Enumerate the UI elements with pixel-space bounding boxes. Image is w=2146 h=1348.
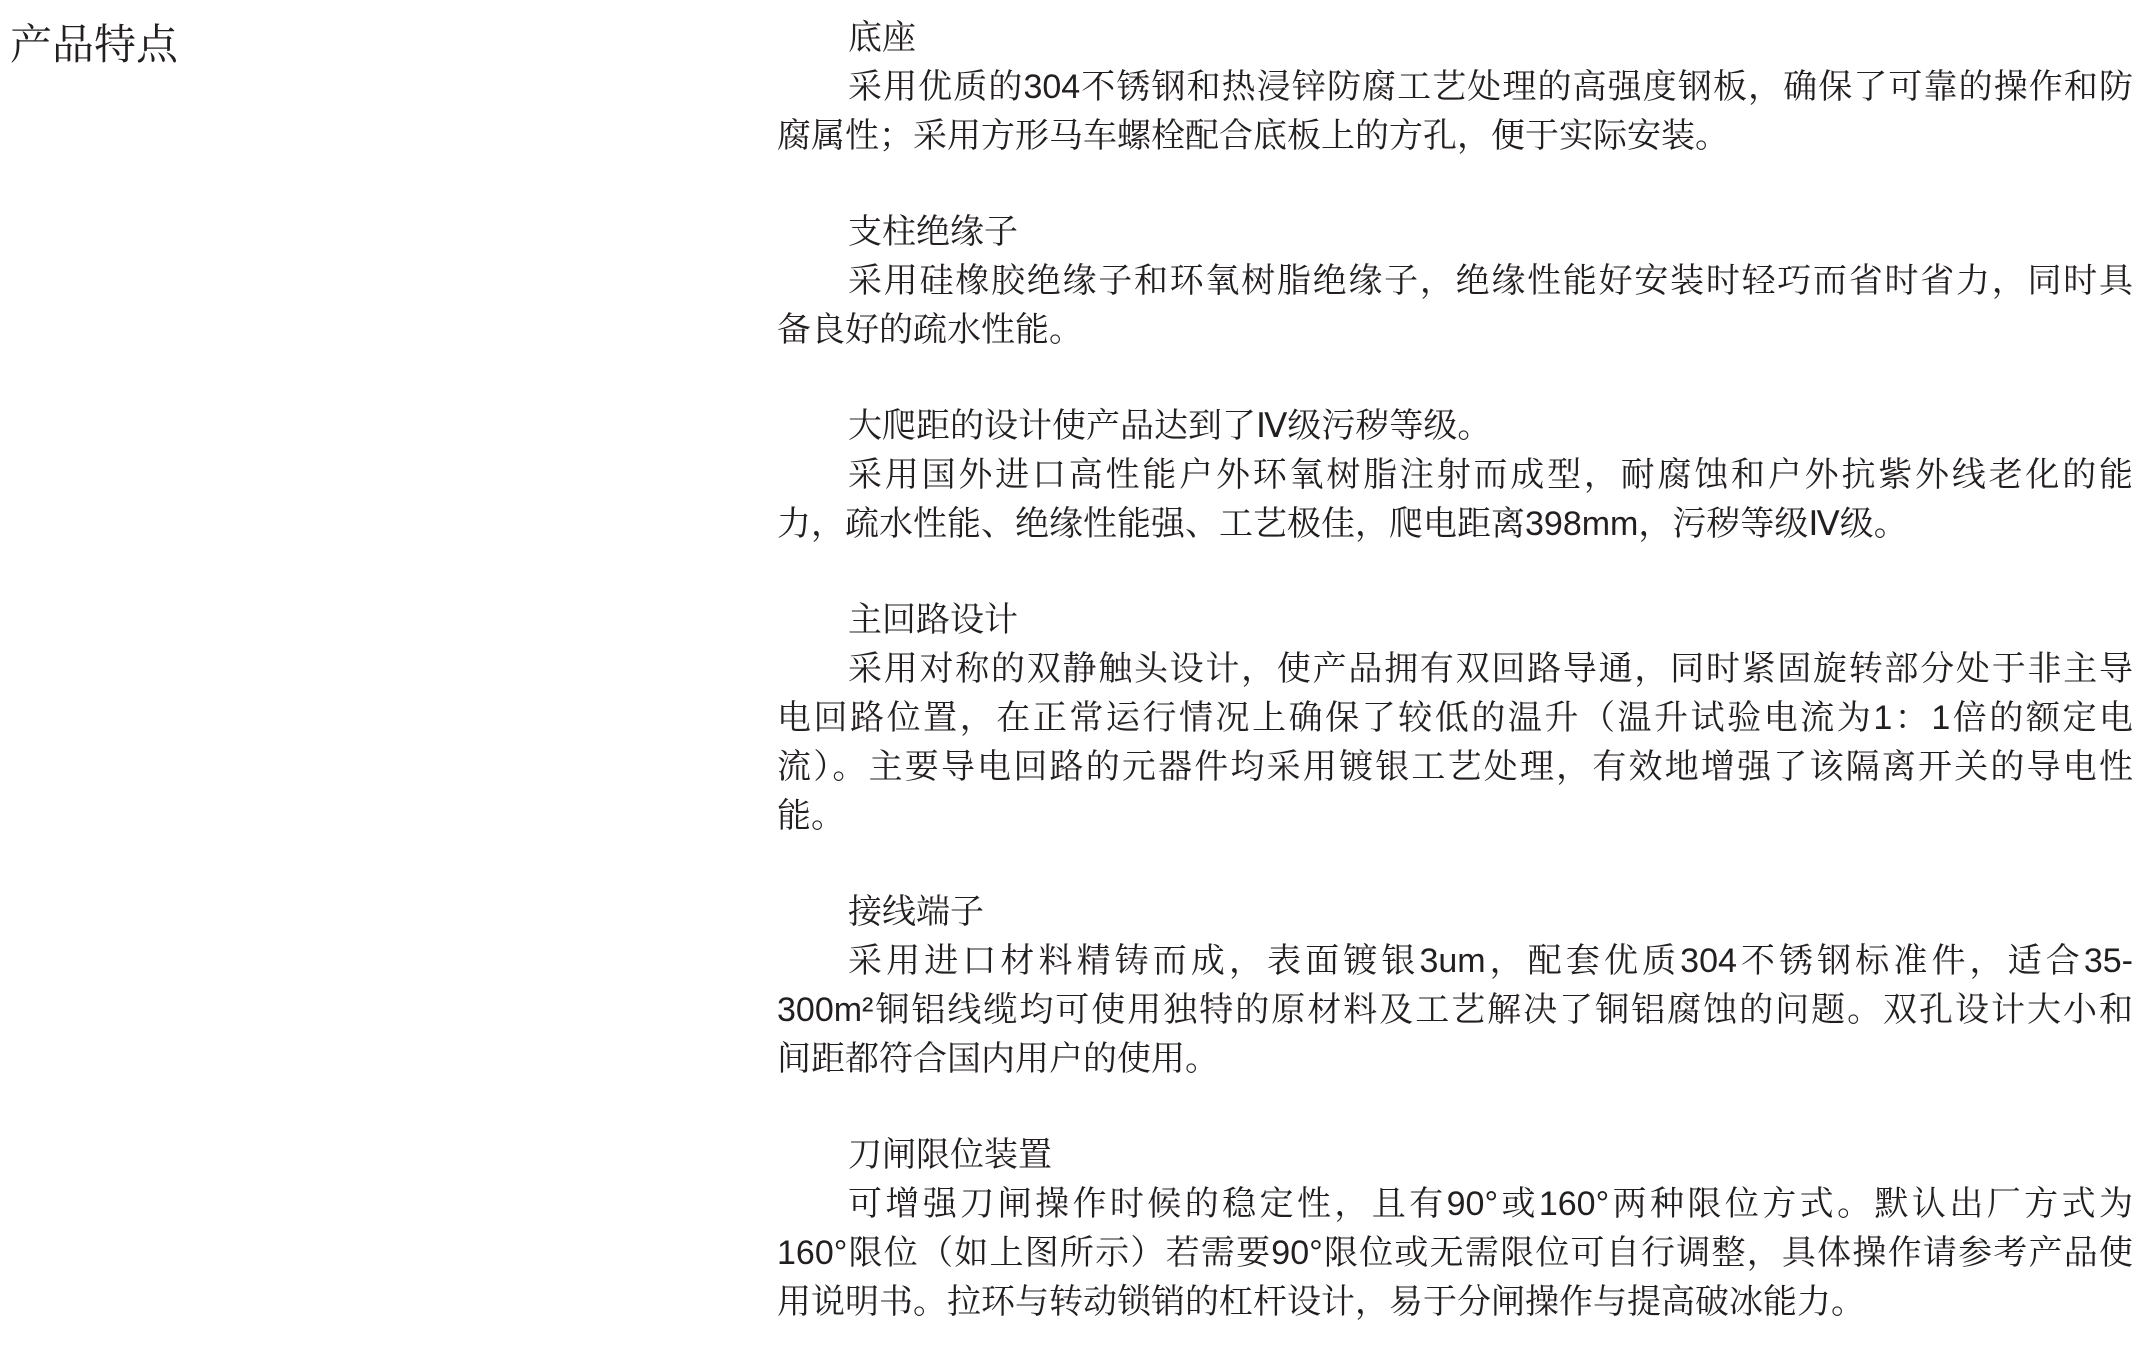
feature-section-insulator xyxy=(777,208,2133,355)
paragraph-line: 采用国外进口高性能户外环氧树脂注射而成型，耐腐蚀和户外抗紫外线老化的能 xyxy=(848,456,2133,494)
paragraph-line: 间距都符合国内用户的使用。 xyxy=(777,1040,1219,1078)
paragraph-line: 采用优质的304不锈钢和热浸锌防腐工艺处理的高强度钢板，确保了可靠的操作和防 xyxy=(848,68,2133,106)
paragraph-line: 电回路位置，在正常运行情况上确保了较低的温升（温升试验电流为1：1倍的额定电 xyxy=(777,699,2133,737)
section-title: 大爬距的设计使产品达到了Ⅳ级污秽等级。 xyxy=(848,407,1492,445)
paragraph-line: 300m²铜铝线缆均可使用独特的原材料及工艺解决了铜铝腐蚀的问题。双孔设计大小和 xyxy=(777,991,2133,1029)
feature-section-creepage xyxy=(777,402,2133,549)
paragraph-line: 采用对称的双静触头设计，使产品拥有双回路导通，同时紧固旋转部分处于非主导 xyxy=(848,650,2133,688)
paragraph-line: 采用进口材料精铸而成，表面镀银3um，配套优质304不锈钢标准件，适合35- xyxy=(848,942,2133,980)
features-column xyxy=(777,14,2133,1327)
paragraph-line: 可增强刀闸操作时候的稳定性，且有90°或160°两种限位方式。默认出厂方式为 xyxy=(848,1185,2133,1223)
section-title: 主回路设计 xyxy=(848,601,1018,639)
paragraph-line: 用说明书。拉环与转动锁销的杠杆设计，易于分闸操作与提高破冰能力。 xyxy=(777,1283,1865,1321)
paragraph-line: 160°限位（如上图所示）若需要90°限位或无需限位可自行调整，具体操作请参考产品使 xyxy=(777,1234,2133,1272)
paragraph-line: 采用硅橡胶绝缘子和环氧树脂绝缘子，绝缘性能好安装时轻巧而省时省力，同时具 xyxy=(848,262,2133,300)
feature-section-limit-device xyxy=(777,1131,2133,1327)
paragraph-line: 腐属性；采用方形马车螺栓配合底板上的方孔，便于实际安装。 xyxy=(777,117,1729,155)
section-title: 底座 xyxy=(848,19,916,57)
page-heading: 产品特点 xyxy=(10,21,179,68)
section-title: 刀闸限位装置 xyxy=(848,1136,1052,1174)
paragraph-line: 备良好的疏水性能。 xyxy=(777,311,1083,349)
feature-section-base xyxy=(777,14,2133,161)
section-title: 支柱绝缘子 xyxy=(848,213,1018,251)
paragraph-line: 力，疏水性能、绝缘性能强、工艺极佳，爬电距离398mm，污秽等级Ⅳ级。 xyxy=(777,505,1908,543)
section-title: 接线端子 xyxy=(848,893,984,931)
paragraph-line: 能。 xyxy=(777,797,845,835)
feature-section-main-circuit xyxy=(777,596,2133,841)
feature-section-terminal xyxy=(777,888,2133,1084)
paragraph-line: 流）。主要导电回路的元器件均采用镀银工艺处理，有效地增强了该隔离开关的导电性 xyxy=(777,748,2133,786)
